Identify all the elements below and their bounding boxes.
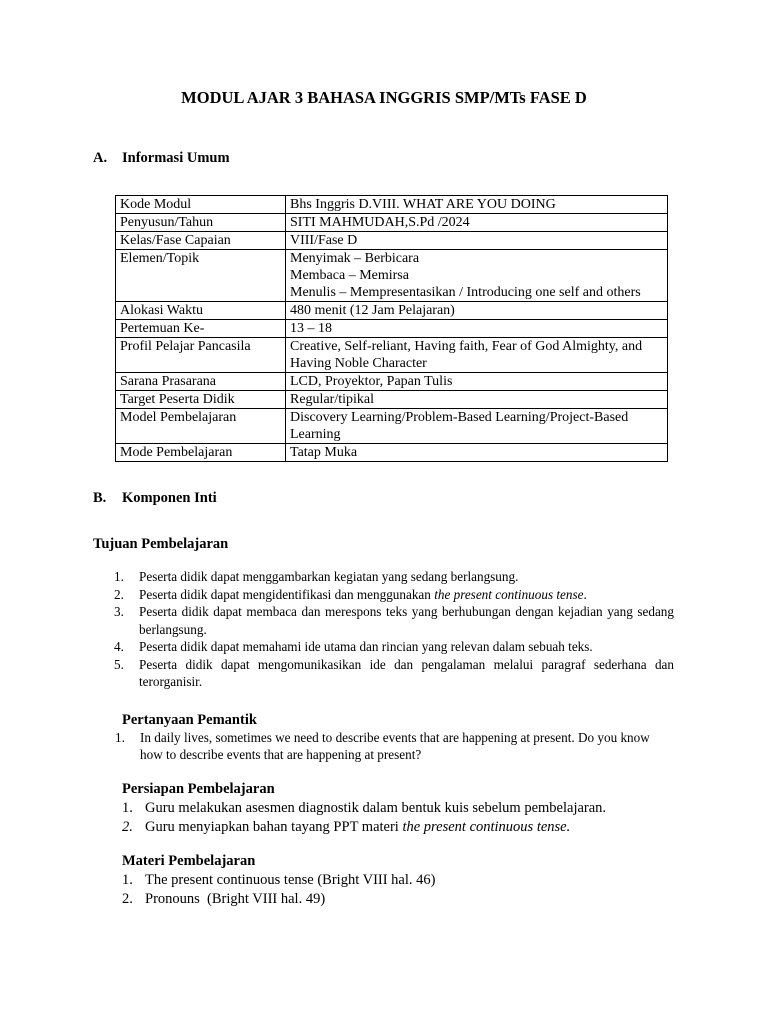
table-value-line: Menyimak – Berbicara <box>290 251 420 266</box>
table-value: Discovery Learning/Problem-Based Learning/Project-Based Learning <box>286 409 668 444</box>
table-value: VIII/Fase D <box>286 232 668 250</box>
list-item <box>122 799 682 818</box>
list-number: 4. <box>114 639 124 654</box>
table-value: LCD, Proyektor, Papan Tulis <box>286 373 668 391</box>
list-item <box>93 603 674 638</box>
list-text: Guru melakukan asesmen diagnostik dalam bentuk kuis sebelum pembelajaran. <box>145 800 607 816</box>
list-text: Pronouns (Bright VIII hal. 49) <box>145 890 326 907</box>
table-key: Elemen/Topik <box>116 250 286 302</box>
materi-list <box>122 871 682 908</box>
table-row <box>116 196 668 214</box>
list-text: In daily lives, sometimes we need to describe events that are happening at present. Do you know how to describe events that are happening at present? <box>140 730 650 762</box>
list-number: 1. <box>115 730 125 745</box>
list-number: 3. <box>114 604 124 619</box>
list-number: 2. <box>114 586 124 602</box>
list-text: Peserta didik dapat mengidentifikasi dan menggunakan <box>139 586 435 602</box>
section-a-label: Informasi Umum <box>122 150 230 166</box>
pemantik-heading: Pertanyaan Pemantik <box>122 712 257 728</box>
table-key: Target Peserta Didik <box>116 391 286 409</box>
table-value: 480 menit (12 Jam Pelajaran) <box>286 302 668 320</box>
table-key: Kode Modul <box>116 196 286 214</box>
table-key: Model Pembelajaran <box>116 409 286 444</box>
table-row <box>116 444 668 462</box>
list-item <box>122 890 682 909</box>
section-b-heading <box>93 490 217 507</box>
list-item <box>122 871 682 890</box>
table-row <box>116 409 668 444</box>
persiapan-list <box>122 799 682 836</box>
list-number: 1. <box>114 569 124 584</box>
table-value: SITI MAHMUDAH,S.Pd /2024 <box>286 214 668 232</box>
tujuan-list <box>93 568 674 691</box>
materi-heading: Materi Pembelajaran <box>122 853 256 869</box>
list-number: 1. <box>122 800 133 816</box>
section-b-label: Komponen Inti <box>122 490 217 506</box>
table-row <box>116 302 668 320</box>
document-title: MODUL AJAR 3 BAHASA INGGRIS SMP/MTs FASE D <box>181 88 587 107</box>
table-value-line: Menulis – Mempresentasikan / Introducing one self and others <box>290 285 641 300</box>
table-value <box>286 250 668 302</box>
persiapan-heading: Persiapan Pembelajaran <box>122 781 275 797</box>
table-row <box>116 373 668 391</box>
list-number: 5. <box>114 656 124 672</box>
table-value-line: Membaca – Memirsa <box>290 268 409 283</box>
table-value: Tatap Muka <box>286 444 668 462</box>
section-b-number: B. <box>93 490 107 506</box>
table-key: Penyusun/Tahun <box>116 214 286 232</box>
table-key: Profil Pelajar Pancasila <box>116 338 286 373</box>
table-key: Mode Pembelajaran <box>116 444 286 462</box>
list-text: Peserta didik dapat mengomunikasikan ide dan pengalaman melalui paragraf sederhana dan terorganisir. <box>139 656 674 689</box>
list-text: The present continuous tense (Bright VIII hal. 46) <box>145 872 436 888</box>
list-item <box>122 818 682 837</box>
list-text: Peserta didik dapat memahami ide utama dan rincian yang relevan dalam sebuah teks. <box>139 639 593 654</box>
table-value: 13 – 18 <box>286 320 668 338</box>
table-row <box>116 232 668 250</box>
pemantik-question <box>115 729 675 763</box>
table-value: Bhs Inggris D.VIII. WHAT ARE YOU DOING <box>286 196 668 214</box>
list-text-end: . <box>583 586 587 602</box>
list-number: 2. <box>122 890 133 907</box>
table-value: Regular/tipikal <box>286 391 668 409</box>
table-row <box>116 320 668 338</box>
list-item <box>93 586 674 604</box>
table-key: Sarana Prasarana <box>116 373 286 391</box>
info-table <box>115 195 668 462</box>
table-key: Alokasi Waktu <box>116 302 286 320</box>
table-value: Creative, Self-reliant, Having faith, Fear of God Almighty, and Having Noble Character <box>286 338 668 373</box>
list-text: Peserta didik dapat membaca dan merespons teks yang berhubungan dengan kejadian yang sedang berlangsung. <box>139 604 674 637</box>
table-key: Pertemuan Ke- <box>116 320 286 338</box>
list-text-italic: the present continuous tense <box>434 586 584 602</box>
table-row <box>116 391 668 409</box>
list-item <box>93 568 674 586</box>
list-text: Guru menyiapkan bahan tayang PPT materi <box>145 818 403 835</box>
list-item <box>93 638 674 656</box>
tujuan-heading: Tujuan Pembelajaran <box>93 536 229 552</box>
table-key: Kelas/Fase Capaian <box>116 232 286 250</box>
list-number: 1. <box>122 872 133 888</box>
section-a-heading <box>93 150 230 167</box>
list-number: 2. <box>122 818 133 835</box>
table-row <box>116 214 668 232</box>
table-row <box>116 250 668 302</box>
list-text: Peserta didik dapat menggambarkan kegiatan yang sedang berlangsung. <box>139 569 519 584</box>
table-row <box>116 338 668 373</box>
list-item <box>93 656 674 691</box>
list-text-italic: the present continuous tense. <box>402 818 571 835</box>
section-a-number: A. <box>93 150 108 166</box>
